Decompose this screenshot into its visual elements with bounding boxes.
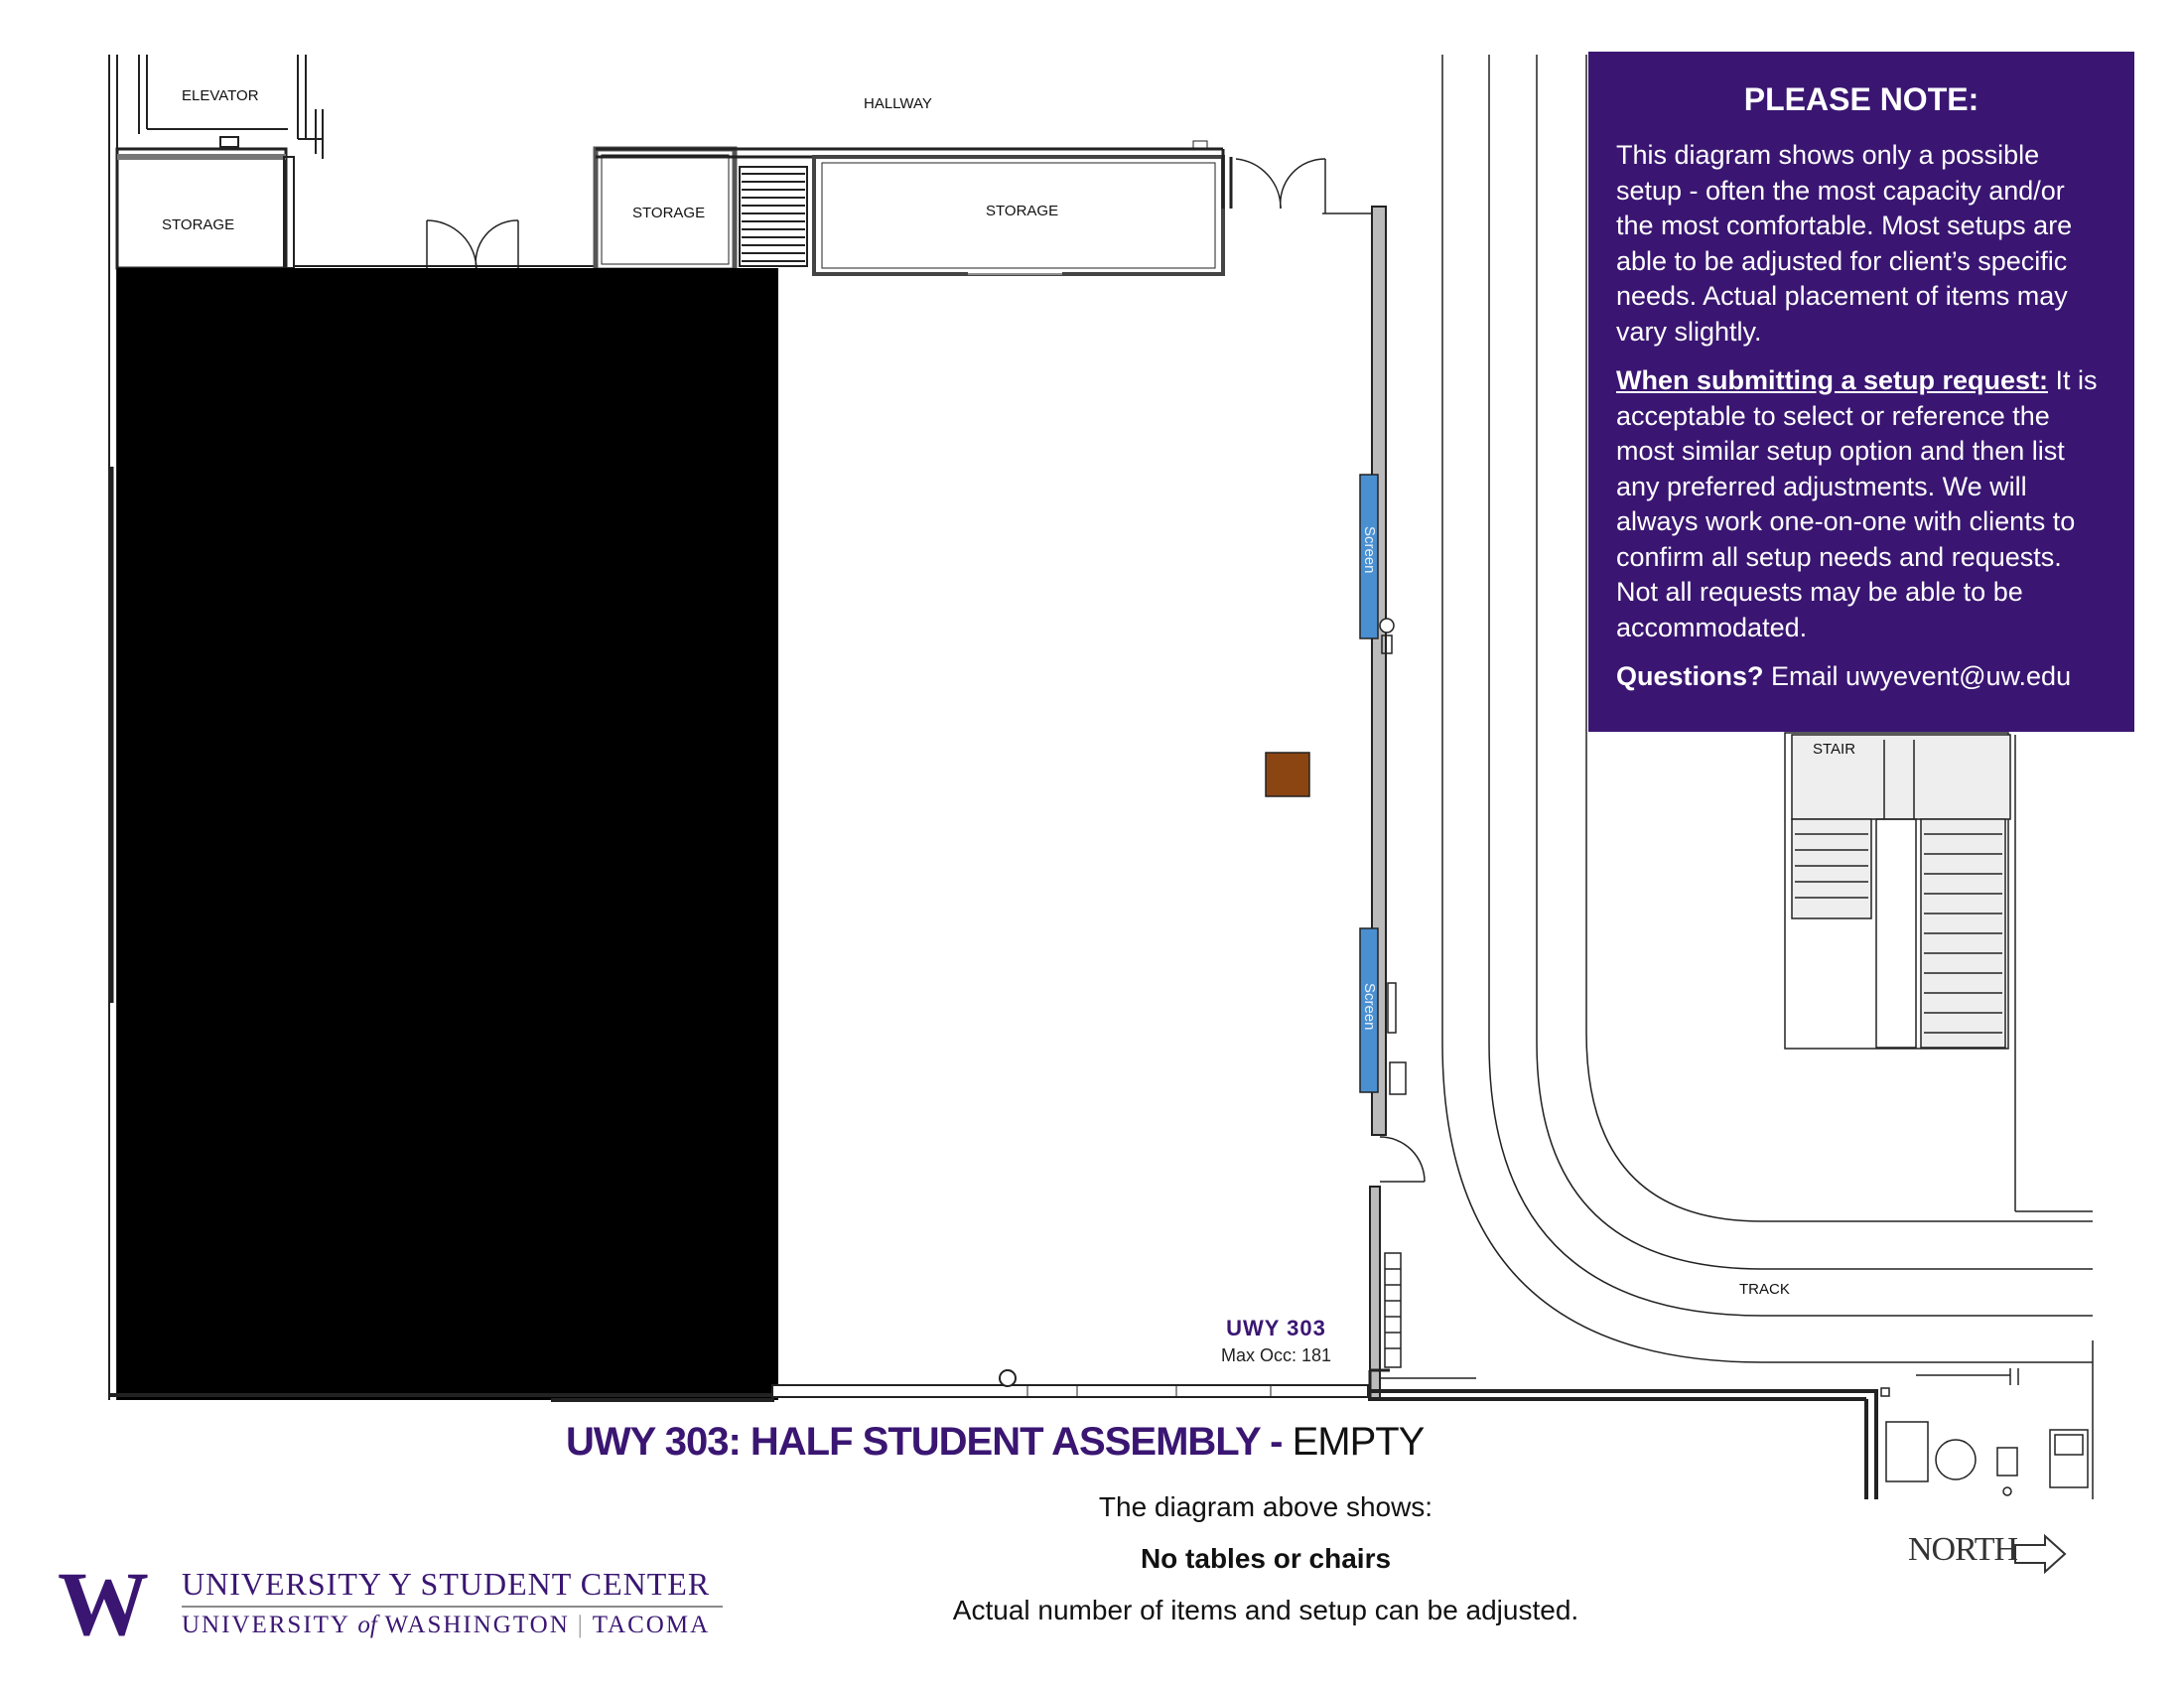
logo-university: UNIVERSITY (182, 1612, 358, 1638)
note-questions (1616, 659, 2107, 695)
elevator-label: ELEVATOR (182, 87, 259, 104)
logo-separator: | (577, 1612, 585, 1638)
vent (740, 167, 807, 266)
exterior-corridor (1442, 55, 1586, 1043)
logo-of: of (357, 1612, 377, 1638)
logo-line-2 (182, 1612, 710, 1639)
title-room-setup: UWY 303: HALF STUDENT ASSEMBLY - (566, 1420, 1293, 1464)
storage-middle-label: STORAGE (632, 205, 706, 221)
description-line-1: The diagram above shows: (1098, 1491, 1433, 1522)
uw-w-mark: W (58, 1553, 149, 1654)
storage-left-label: STORAGE (162, 216, 235, 233)
track-label: TRACK (1739, 1281, 1790, 1298)
podium (1266, 753, 1309, 796)
north-label: NORTH (1908, 1531, 2018, 1568)
hallway-label: HALLWAY (864, 95, 932, 112)
description-line-2: No tables or chairs (1140, 1543, 1392, 1574)
note-paragraph-2 (1616, 363, 2107, 645)
max-occupancy: Max Occ: 181 (1221, 1345, 1332, 1365)
blocked-half-area (117, 268, 778, 1400)
restroom-fixtures (1886, 1340, 2093, 1499)
elevator (139, 55, 323, 159)
logo-line-1: UNIVERSITY Y STUDENT CENTER (182, 1566, 711, 1602)
note-submit-heading: When submitting a setup request: (1616, 365, 2049, 395)
room-tag (1221, 1316, 1331, 1366)
note-title: PLEASE NOTE: (1743, 81, 1979, 117)
screen-top-label: Screen (1361, 526, 1378, 574)
screen-bottom-label: Screen (1361, 983, 1378, 1031)
stair-label: STAIR (1813, 741, 1856, 758)
note-paragraph-1: This diagram shows only a possible setup - often the most capacity and/or the most comfortable. Most setups are able to be adjusted for client’s specific needs. Actual placement of items may vary slightly. (1616, 140, 2073, 347)
description-line-3: Actual number of items and setup can be adjusted. (952, 1595, 1579, 1625)
top-right-doors (1223, 149, 1375, 213)
north-arrow-icon (2015, 1536, 2065, 1572)
hallway-door-left (294, 220, 596, 270)
storage-left (117, 149, 294, 268)
diagram-title (566, 1420, 1424, 1465)
please-note-panel (1588, 52, 2134, 732)
logo-divider (182, 1606, 723, 1608)
room-number: UWY 303 (1226, 1316, 1326, 1340)
storage-right-label: STORAGE (986, 203, 1059, 219)
east-wall (1370, 207, 1425, 1400)
logo-tacoma: TACOMA (592, 1612, 711, 1638)
stair (1785, 733, 2093, 1211)
note-submit-text: It is acceptable to select or reference the most similar setup option and then list any preferred adjustments. We will always work one-on-one with clients to confirm all setup needs and requests. Not all requests may be able to be accommodated. (1616, 365, 2098, 642)
logo-washington: WASHINGTON (376, 1612, 570, 1638)
track (1442, 1033, 2093, 1385)
title-status: EMPTY (1292, 1420, 1425, 1464)
note-questions-email: Email uwyevent@uw.edu (1763, 661, 2072, 691)
note-questions-label: Questions? (1616, 661, 1764, 691)
